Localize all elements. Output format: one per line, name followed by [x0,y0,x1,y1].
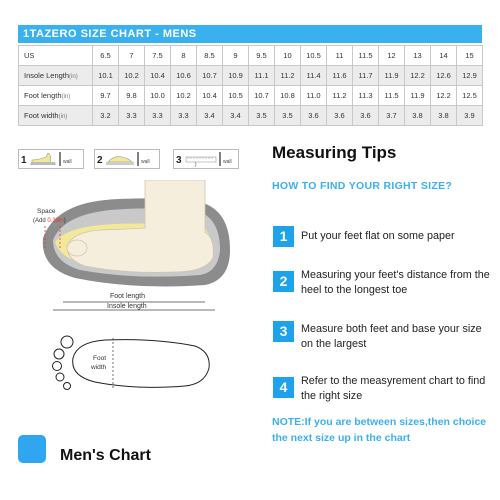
table-cell: 3.3 [171,106,197,126]
table-cell: 13 [405,46,431,66]
table-cell: 12.2 [431,86,457,106]
table-cell: 12.5 [457,86,483,106]
table-cell: 11.7 [353,66,379,86]
foot-width-label-line2: width [91,364,107,371]
table-cell: 15 [457,46,483,66]
table-cell: 10 [275,46,301,66]
row-label: US [19,46,93,66]
tip-4-text: Refer to the measyrement chart to find the right size [301,375,486,402]
tip-2-text: Measuring your feet's distance from the heel to the longest toe [301,269,490,296]
foot-measure-illustration [15,180,260,425]
table-row-foot-width [19,106,483,126]
table-cell: 10.4 [145,66,171,86]
table-cell: 14 [431,46,457,66]
step-1-icon [18,149,84,169]
table-cell: 3.3 [119,106,145,126]
mens-chart-swatch [18,435,46,463]
table-cell: 10.2 [119,66,145,86]
step-2-icon [94,149,160,169]
table-row-us [19,46,483,66]
table-cell: 10.2 [171,86,197,106]
table-cell: 11.4 [301,66,327,86]
tip-1-text: Put your feet flat on some paper [301,230,455,242]
table-cell: 3.2 [93,106,119,126]
table-cell: 9.7 [93,86,119,106]
table-cell: 10.1 [93,66,119,86]
space-add-text: (Add 0.39in) [33,218,66,224]
table-cell: 10.4 [197,86,223,106]
table-cell: 11.5 [379,86,405,106]
tips-title: Measuring Tips [272,143,397,162]
table-cell: 10.5 [301,46,327,66]
table-cell: 7.5 [145,46,171,66]
tip-3-text: Measure both feet and base your size on the largest [301,323,482,350]
foot-length-label: Foot length [110,293,146,300]
size-chart-title: 1TAZERO SIZE CHART - MENS [18,25,482,43]
table-cell: 11 [327,46,353,66]
mens-chart-label: Men's Chart [60,447,151,464]
table-cell: 9.8 [119,86,145,106]
table-cell: 3.5 [249,106,275,126]
table-cell: 3.8 [431,106,457,126]
table-cell: 11.9 [405,86,431,106]
tip-4-number: 4 [273,377,294,398]
size-note: NOTE:If you are between sizes,then choice the next size up in the chart [272,416,487,444]
table-cell: 11.0 [301,86,327,106]
table-cell: 10.7 [197,66,223,86]
row-label: Foot width(in) [19,106,93,126]
table-cell: 12.6 [431,66,457,86]
table-cell: 9 [223,46,249,66]
step-number: 1 [21,155,27,166]
table-cell: 3.6 [353,106,379,126]
wall-label: wall [141,159,150,165]
table-cell: 7 [119,46,145,66]
table-cell: 10.8 [275,86,301,106]
table-cell: 3.7 [379,106,405,126]
foot-width-label-line1: Foot [93,355,107,362]
table-cell: 12.9 [457,66,483,86]
wall-label: wall [63,159,72,165]
table-cell: 12.2 [405,66,431,86]
table-cell: 11.2 [327,86,353,106]
table-cell: 11.9 [379,66,405,86]
row-label: Foot length(in) [19,86,93,106]
space-label: Space [37,208,56,215]
table-cell: 3.8 [405,106,431,126]
table-cell: 9.5 [249,46,275,66]
table-cell: 11.5 [353,46,379,66]
table-cell: 3.3 [145,106,171,126]
table-cell: 11.3 [353,86,379,106]
tip-1-number: 1 [273,226,294,247]
table-cell: 3.9 [457,106,483,126]
table-cell: 11.1 [249,66,275,86]
table-cell: 3.4 [223,106,249,126]
size-table [18,45,483,126]
tip-2-number: 2 [273,271,294,292]
table-cell: 10.9 [223,66,249,86]
tip-3-number: 3 [273,321,294,342]
table-cell: 11.2 [275,66,301,86]
step-number: 3 [176,155,182,166]
table-cell: 3.6 [327,106,353,126]
table-cell: 10.0 [145,86,171,106]
tips-subtitle: HOW TO FIND YOUR RIGHT SIZE? [272,180,453,192]
table-row-foot-length [19,86,483,106]
wall-label: wall [223,159,232,165]
table-cell: 3.5 [275,106,301,126]
table-cell: 8 [171,46,197,66]
table-cell: 10.6 [171,66,197,86]
insole-length-label: Insole length [107,303,147,310]
table-cell: 3.4 [197,106,223,126]
table-cell: 11.6 [327,66,353,86]
table-cell: 10.7 [249,86,275,106]
table-cell: 12 [379,46,405,66]
table-cell: 10.5 [223,86,249,106]
table-cell: 3.6 [301,106,327,126]
table-row-insole-length [19,66,483,86]
table-cell: 8.5 [197,46,223,66]
table-cell: 6.5 [93,46,119,66]
step-3-icon [173,149,239,169]
step-number: 2 [97,155,103,166]
row-label: Insole Length(in) [19,66,93,86]
